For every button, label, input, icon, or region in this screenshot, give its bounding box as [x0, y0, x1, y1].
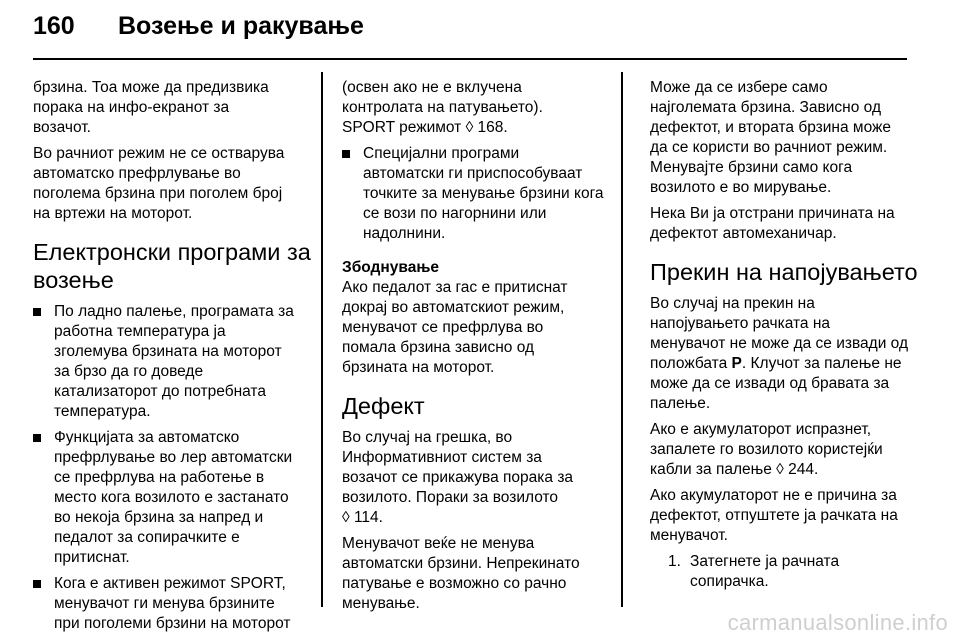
paragraph-kickdown: Ако педалот за гас е притиснат докрај во автоматскиот режим, менувачот се префрлува во помала брзина зависно од брзината на моторот. — [342, 279, 568, 376]
paragraph-lever-position — [650, 294, 920, 414]
header-rule — [33, 58, 907, 60]
text-segment: Во случај на прекин на напојувањето рачката на менувачот не може да се извади од положбата — [650, 295, 908, 372]
column-middle — [342, 78, 620, 620]
step-number: 1. — [668, 553, 681, 570]
paragraph-gears: Менувачот веќе не менува автоматски брзини. Непрекинато патување е возможно со рачно менување. — [342, 535, 580, 612]
paragraph-battery-discharged: Ако е акумулаторот испразнет, запалете го возилото користејќи кабли за палење ◊ 244. — [650, 421, 883, 478]
column-left — [33, 78, 315, 640]
paragraph-mechanic: Нека Ви ја отстрани причината на дефектот автомеханичар. — [650, 205, 895, 242]
column-right — [650, 78, 920, 592]
column-divider-right — [621, 72, 623, 607]
subheading-kickdown: Збоднување — [342, 259, 439, 276]
bullet-text: Специјални програми автоматски ги приспособуваат точките за менување брзини кога се вози по нагорнини или надолнини. — [363, 145, 604, 242]
heading-fault: Дефект — [342, 393, 425, 419]
column-divider-left — [321, 72, 323, 607]
watermark: carmanualsonline.info — [727, 610, 948, 635]
paragraph-release-lever: Ако акумулаторот не е причина за дефектот, отпуштете ја рачката на менувачот. — [650, 487, 898, 544]
bullet-text: Функцијата за автоматско префрлување во лер автоматски се префрлува на работење в место кога возилото е застанато во некоја брзина за напред и педалот за сопирачките е притиснат. — [54, 429, 293, 566]
bullet-item — [342, 144, 620, 244]
bullet-square-icon — [342, 150, 350, 158]
page-number: 160 — [33, 12, 75, 40]
bullet-item — [33, 574, 315, 634]
bullet-square-icon — [33, 580, 41, 588]
numbered-step — [650, 552, 920, 592]
bullet-square-icon — [33, 308, 41, 316]
paragraph-sport-continuation: (освен ако не е вклучена контролата на патувањето). SPORT режимот ◊ 168. — [342, 79, 543, 136]
section-title: Возење и ракување — [118, 12, 364, 40]
paragraph-highest-gear: Може да се избере само најголемата брзина. Зависно од дефектот, и втората брзина може да се користи во рачниот режим. Менувајте брзини само кога возилото е во мирување. — [650, 79, 892, 196]
bullet-text: По ладно палење, програмата за работна температура ја зголемува брзината на моторот за брзо да го доведе катализаторот до потребната температура. — [54, 303, 294, 420]
gear-position-p: P — [731, 355, 742, 372]
heading-power-interruption: Прекин на напојувањето — [650, 259, 918, 285]
text-segment: . Клучот за палење не може да се извади од бравата за палење. — [650, 355, 902, 412]
bullet-item — [33, 428, 315, 568]
paragraph-fault: Во случај на грешка, во Информативниот систем за возачот се прикажува порака за возилото. Пораки за возилото ◊ 114. — [342, 429, 574, 526]
paragraph-warning-message: брзина. Тоа може да предизвика порака на инфо-екранот за возачот. — [33, 79, 269, 136]
heading-electronic-programs: Електронски програми за возење — [33, 239, 311, 293]
bullet-item — [33, 302, 315, 422]
step-text: Затегнете ја рачната сопирачка. — [690, 553, 840, 590]
bullet-square-icon — [33, 434, 41, 442]
bullet-text: Кога е активен режимот SPORT, менувачот ги менува брзините при поголеми брзини на моторот — [54, 575, 291, 632]
paragraph-manual-mode: Во рачниот режим не се остварува автоматско префрлување во поголема брзина при поголем број на вртежи на моторот. — [33, 145, 285, 222]
